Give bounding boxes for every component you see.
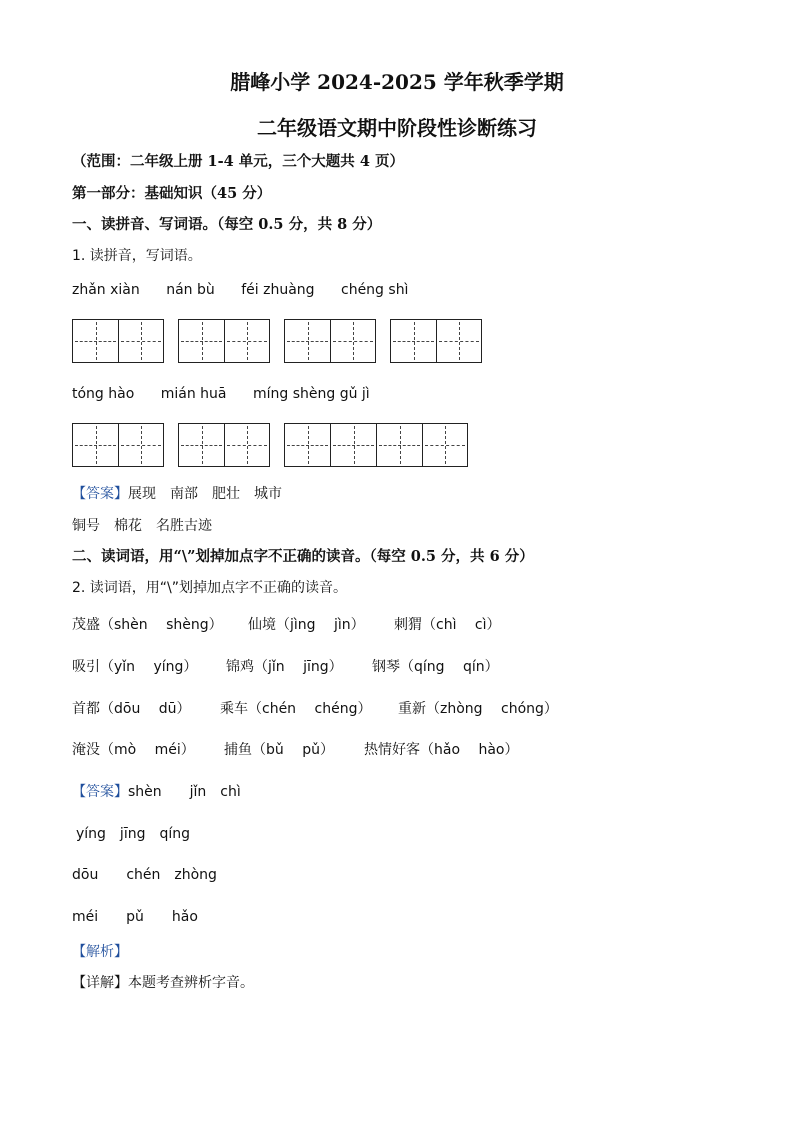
writing-grid-row-2 (72, 423, 482, 467)
answer-label: 【答案】 (72, 784, 128, 800)
pinyin-1: zhǎn xiàn (72, 282, 140, 298)
question-2: 2. 读词语，用“\”划掉加点字不正确的读音。 (72, 580, 348, 596)
word-item: 吸引（yǐn yíng） (72, 659, 198, 675)
pinyin-row-2 (72, 386, 370, 402)
word-item: 热情好客（hǎo hào） (364, 742, 519, 758)
answer-text: 展现 南部 肥壮 城市 (128, 486, 282, 502)
page-title-line2: 二年级语文期中阶段性诊断练习 (257, 116, 537, 140)
word-item: 乘车（chén chéng） (220, 701, 372, 717)
scope-note: （范围：二年级上册 1-4 单元，三个大题共 4 页） (72, 153, 404, 170)
detail-label: 【详解】 (72, 975, 128, 991)
answer-label: 【答案】 (72, 486, 128, 502)
word-item: 捕鱼（bǔ pǔ） (224, 742, 334, 758)
pinyin-7: míng shèng gǔ jì (252, 386, 370, 402)
writing-box[interactable] (284, 319, 376, 363)
answer-2-line3: dōu chén zhòng (72, 867, 217, 883)
question-1: 1. 读拼音，写词语。 (72, 248, 202, 264)
word-item: 重新（zhòng chóng） (398, 701, 558, 717)
section1-heading: 一、读拼音、写词语。（每空 0.5 分，共 8 分） (72, 216, 382, 233)
detail-text: 本题考查辨析字音。 (128, 975, 254, 991)
answer-text: shèn jǐn chì (128, 784, 241, 800)
writing-box[interactable] (72, 319, 164, 363)
answer-2-line2: yíng jīng qíng (76, 826, 191, 842)
word-item: 淹没（mò méi） (72, 742, 195, 758)
answer-2-line4: méi pǔ hǎo (72, 909, 198, 925)
pinyin-2: nán bù (166, 282, 215, 298)
page-title-line1: 腊峰小学 2024-2025 学年秋季学期 (230, 70, 564, 94)
writing-box[interactable] (72, 423, 164, 467)
analysis-label: 【解析】 (72, 944, 128, 960)
pinyin-6: mián huā (160, 386, 227, 402)
answer-1-line1 (72, 483, 282, 503)
pinyin-5: tóng hào (72, 386, 135, 402)
pinyin-row-1 (72, 282, 408, 298)
part1-heading: 第一部分：基础知识（45 分） (72, 185, 272, 202)
word-item: 刺猬（chì cì） (394, 617, 501, 633)
writing-box[interactable] (178, 319, 270, 363)
writing-grid-row-1 (72, 319, 496, 363)
word-item: 仙境（jìng jìn） (248, 617, 365, 633)
detail-line (72, 972, 254, 992)
word-item: 茂盛（shèn shèng） (72, 617, 223, 633)
word-item: 钢琴（qíng qín） (372, 659, 499, 675)
writing-box[interactable] (390, 319, 482, 363)
section2-heading: 二、读词语，用“\”划掉加点字不正确的读音。（每空 0.5 分，共 6 分） (72, 548, 534, 565)
answer-2-line1 (72, 781, 241, 801)
pinyin-4: chéng shì (341, 282, 409, 298)
writing-box[interactable] (284, 423, 468, 467)
answer-1-line2: 铜号 棉花 名胜古迹 (72, 518, 212, 534)
word-item: 锦鸡（jǐn jīng） (226, 659, 343, 675)
word-item: 首都（dōu dū） (72, 701, 191, 717)
writing-box[interactable] (178, 423, 270, 467)
pinyin-3: féi zhuàng (241, 282, 315, 298)
